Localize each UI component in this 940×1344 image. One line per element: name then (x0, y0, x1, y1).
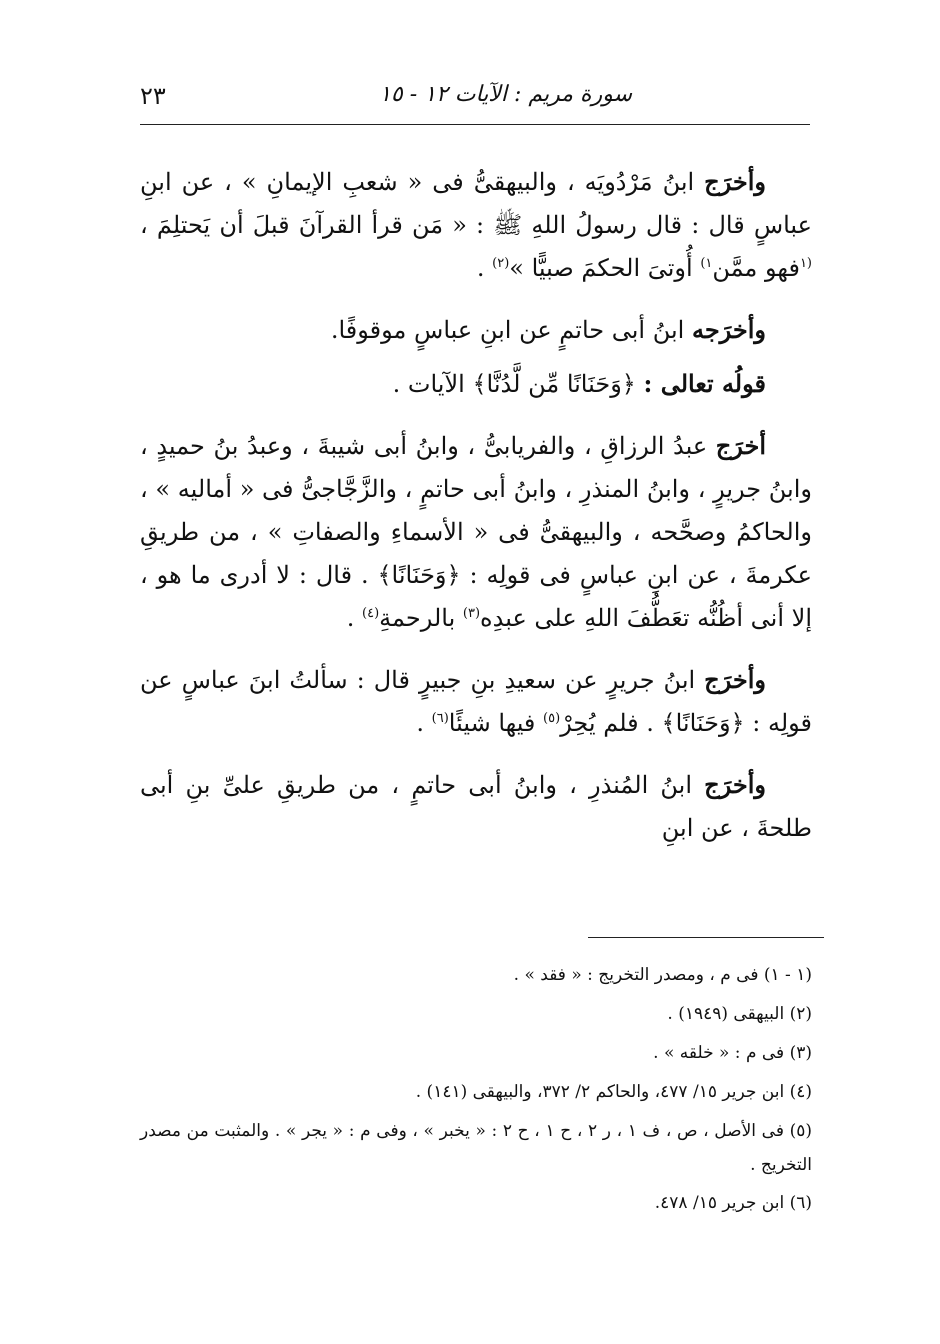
paragraph-text: أُوتىَ الحكمَ صبيًّا » (509, 254, 701, 282)
paragraph-5 (140, 763, 812, 850)
paragraph-lead: وأخرَجه (691, 315, 766, 344)
paragraph-text: . (476, 254, 493, 282)
paragraph-4 (140, 658, 812, 745)
paragraph-text: بالرحمةِ (379, 604, 463, 632)
paragraph-text: . (346, 604, 362, 632)
footnote-ref[interactable]: (٦) (431, 711, 449, 726)
paragraph-text: ابنُ المُنذرِ ، وابنُ أبى حاتمٍ ، من طريقِ علىِّ بنِ أبى طلحةَ ، عن ابنِ (140, 771, 812, 842)
paragraph-3 (140, 424, 812, 640)
paragraph-text: عبدُ الرزاقِ ، والفريابىُّ ، وابنُ أبى شيبةَ ، وعبدُ بنُ حميدٍ ، وابنُ جريرٍ ، وابنُ المنذرِ ، وابنُ أبى حاتمٍ ، والزَّجَّاجىُّ فى « أماليه » ، والحاكمُ وصحَّحه ، والبيهقىُّ فى « الأسماءِ والصفاتِ » ، من طريقِ عكرمةَ ، عن ابنِ عباسٍ فى قولِه : ﴿وَحَنَانًا﴾ . قال : لا أدرى ما هو ، إلا أنى أظُنُّه تعَطُّفَ اللهِ على عبدِه (140, 432, 812, 632)
footnote-rule (588, 937, 824, 938)
footnotes (140, 958, 812, 1225)
footnote-ref[interactable]: (٥) (543, 711, 561, 726)
paragraph-text: ابنُ مَرْدُويَه ، والبيهقىُّ فى « شعبِ الإيمانِ » ، عن ابنِ عباسٍ قال : قال رسولُ اللهِ ﷺ : « مَن قرأ القرآنَ قبلَ أن يَحتلِمَ ، (140, 168, 812, 239)
paragraph-text: ابنُ جريرٍ عن سعيدِ بنِ جبيرٍ قال : سألتُ ابنَ عباسٍ عن قولِه : ﴿وَحَنَانًا﴾ . فلم يُحِرْ (140, 666, 812, 737)
paragraph-text: فهو ممَّن (712, 254, 800, 282)
footnote-ref[interactable]: (١ (799, 256, 812, 271)
footnote-ref[interactable]: (٤) (362, 606, 380, 621)
paragraph-lead: أخرَج (715, 431, 766, 460)
paragraph-text: ابنُ أبى حاتمٍ عن ابنِ عباسٍ موقوفًا. (330, 316, 692, 344)
verse-heading (140, 362, 812, 406)
footnote-2: (٢) البيهقى (١٩٤٩) . (667, 1004, 812, 1024)
footnote-3: (٣) فى م : « خلقه » . (653, 1043, 812, 1063)
paragraph-2 (140, 308, 812, 352)
footnote-ref[interactable]: ١) (700, 256, 713, 271)
footnote-1: (١ - ١) فى م ، ومصدر التخريج : « فقد » . (513, 965, 812, 985)
paragraph-text: . (416, 709, 432, 737)
main-text (140, 160, 812, 868)
footnote-4: (٤) ابن جرير ١٥/ ٤٧٧، والحاكم ٢/ ٣٧٢، والبيهقى (١٤١) . (415, 1082, 812, 1102)
quran-verse: ﴿وَحَنَانًا مِّن لَّدُنَّا﴾ الآيات . (392, 370, 644, 398)
footnote-ref[interactable]: (٣) (462, 606, 481, 621)
header-title: سورة مريم : الآيات ١٢ - ١٥ (379, 82, 632, 107)
running-header (140, 82, 810, 118)
header-rule (140, 124, 810, 125)
paragraph-lead: قولُه تعالى : (643, 369, 766, 398)
footnote-ref[interactable]: (٢) (492, 256, 510, 271)
page-number: ٢٣ (140, 82, 166, 110)
paragraph-1 (140, 160, 812, 290)
footnote-6: (٦) ابن جرير ١٥/ ٤٧٨. (654, 1193, 812, 1213)
paragraph-lead: وأخرَج (704, 167, 766, 196)
paragraph-lead: وأخرَج (704, 770, 766, 799)
paragraph-text: فيها شيئًا (448, 709, 544, 737)
footnote-5: (٥) فى الأصل ، ص ، ف ١ ، ر ٢ ، ح ١ ، ح ٢ : « يخبر » ، وفى م : « يجر » . والمثبت من مصدر التخريج . (140, 1121, 813, 1175)
paragraph-lead: وأخرَج (704, 665, 766, 694)
